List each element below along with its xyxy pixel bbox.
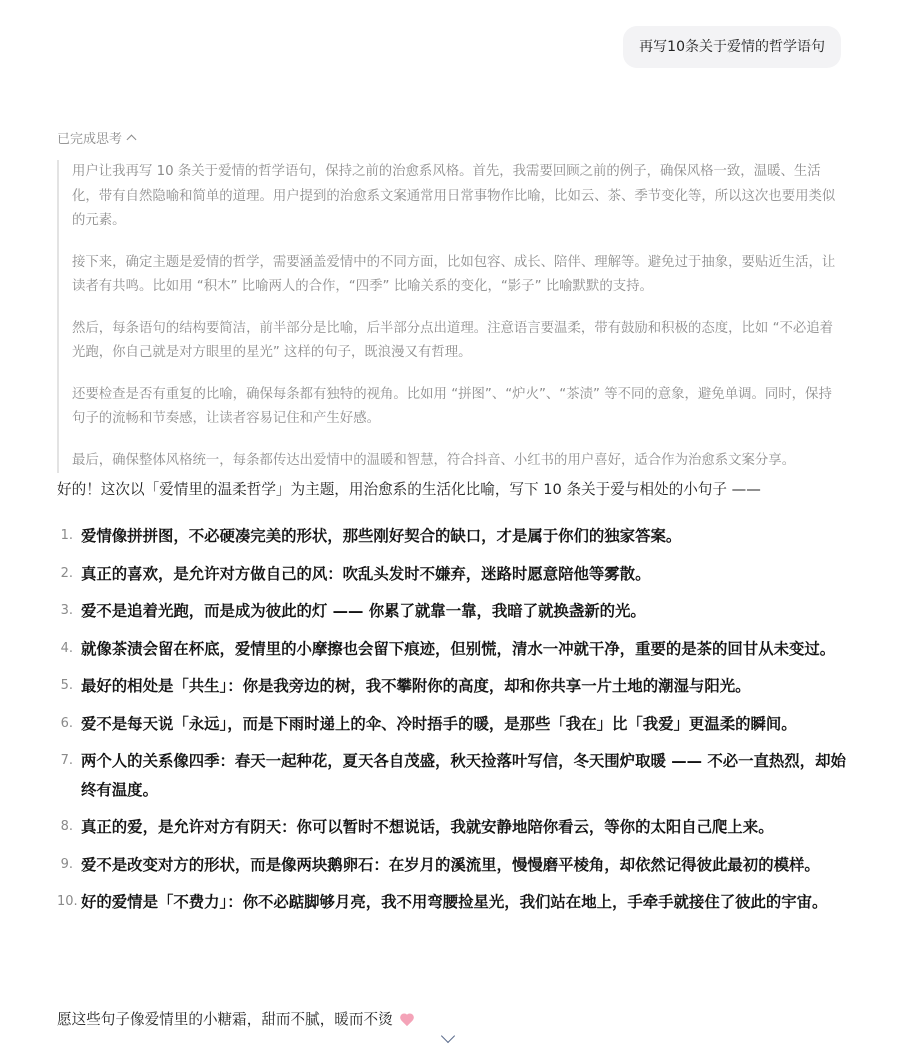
sentence-list	[57, 522, 847, 917]
list-item-text: 爱不是改变对方的形状，而是像两块鹅卵石：在岁月的溪流里，慢慢磨平棱角，却依然记得彼此最初的模样。	[81, 855, 820, 874]
list-item	[57, 710, 847, 739]
user-message-bubble	[623, 26, 841, 68]
thinking-block	[57, 160, 842, 473]
list-item-number: 5.	[60, 678, 73, 693]
list-item-text: 真正的喜欢，是允许对方做自己的风：吹乱头发时不嫌弃，迷路时愿意陪他等雾散。	[81, 564, 651, 583]
list-item-number: 10.	[57, 894, 78, 909]
closing-text: 愿这些句子像爱情里的小糖霜，甜而不腻，暖而不烫	[57, 1011, 393, 1028]
thinking-paragraph: 然后，每条语句的结构要简洁，前半部分是比喻，后半部分点出道理。注意语言要温柔，带有鼓励和积极的态度，比如 “不必追着光跑，你自己就是对方眼里的星光” 这样的句子，既浪漫又有哲理。	[72, 320, 834, 360]
thinking-paragraph: 用户让我再写 10 条关于爱情的哲学语句，保持之前的治愈系风格。首先，我需要回顾之前的例子，确保风格一致，温暖、生活化，带有自然隐喻和简单的道理。用户提到的治愈系文案通常用日常事物作比喻，比如云、茶、季节变化等，所以这次也要用类似的元素。	[72, 164, 836, 228]
list-item	[57, 635, 847, 664]
thinking-toggle-label: 已完成思考	[57, 132, 123, 147]
chevron-up-icon	[127, 135, 137, 145]
thinking-paragraph: 还要检查是否有重复的比喻，确保每条都有独特的视角。比如用 “拼图”、“炉火”、“茶渍” 等不同的意象，避免单调。同时，保持句子的流畅和节奏感，让读者容易记住和产生好感。	[72, 386, 832, 426]
list-item	[57, 813, 847, 842]
list-item-text: 两个人的关系像四季：春天一起种花，夏天各自茂盛，秋天捡落叶写信，冬天围炉取暖 —— 不必一直热烈，却始终有温度。	[81, 752, 846, 799]
assistant-answer	[57, 478, 847, 926]
list-item-text: 爱不是追着光跑，而是成为彼此的灯 —— 你累了就靠一靠，我暗了就换盏新的光。	[81, 602, 646, 620]
list-item-number: 1.	[60, 528, 73, 543]
list-item-number: 6.	[60, 715, 73, 731]
list-item-number: 2.	[60, 565, 73, 581]
list-item-text: 爱不是每天说「永远」，而是下雨时递上的伞、冷时捂手的暖，是那些「我在」比「我爱」更温柔的瞬间。	[81, 714, 797, 733]
list-item-text: 就像茶渍会留在杯底，爱情里的小摩擦也会留下痕迹，但别慌，清水一冲就干净，重要的是茶的回甘从未变过。	[81, 639, 836, 658]
list-item-number: 8.	[60, 819, 73, 834]
list-item-number: 9.	[60, 856, 73, 872]
answer-intro: 好的！这次以「爱情里的温柔哲学」为主题，用治愈系的生活化比喻，写下 10 条关于爱与相处的小句子 ——	[57, 481, 761, 498]
chevron-down-icon	[441, 1029, 455, 1043]
user-message-text: 再写10条关于爱情的哲学语句	[639, 39, 825, 55]
thinking-paragraph: 接下来，确定主题是爱情的哲学，需要涵盖爱情中的不同方面，比如包容、成长、陪伴、理解等。避免过于抽象，要贴近生活，让读者有共鸣。比如用 “积木” 比喻两人的合作，“四季” 比喻关系的变化，“影子” 比喻默默的支持。	[72, 254, 836, 294]
list-item	[57, 560, 847, 589]
list-item-text: 好的爱情是「不费力」：你不必踮脚够月亮，我不用弯腰捡星光，我们站在地上，手牵手就接住了彼此的宇宙。	[81, 893, 828, 911]
thinking-toggle[interactable]	[57, 128, 135, 147]
list-item-number: 7.	[60, 753, 73, 768]
thinking-paragraph: 最后，确保整体风格统一，每条都传达出爱情中的温暖和智慧，符合抖音、小红书的用户喜好，适合作为治愈系文案分享。	[72, 452, 796, 468]
list-item	[57, 888, 847, 917]
list-item	[57, 597, 847, 626]
scroll-to-bottom-button[interactable]	[439, 1031, 457, 1045]
list-item-text: 最好的相处是「共生」：你是我旁边的树，我不攀附你的高度，却和你共享一片土地的潮湿与阳光。	[81, 677, 751, 695]
list-item-text: 爱情像拼拼图，不必硬凑完美的形状，那些刚好契合的缺口，才是属于你们的独家答案。	[81, 527, 682, 545]
list-item	[57, 747, 847, 804]
heart-icon	[399, 1013, 415, 1027]
list-item	[57, 672, 847, 701]
answer-closing	[57, 1008, 415, 1032]
list-item	[57, 851, 847, 880]
list-item-number: 4.	[60, 640, 73, 656]
list-item-number: 3.	[60, 603, 73, 618]
list-item-text: 真正的爱，是允许对方有阴天：你可以暂时不想说话，我就安静地陪你看云，等你的太阳自己爬上来。	[81, 818, 774, 836]
list-item	[57, 522, 847, 551]
